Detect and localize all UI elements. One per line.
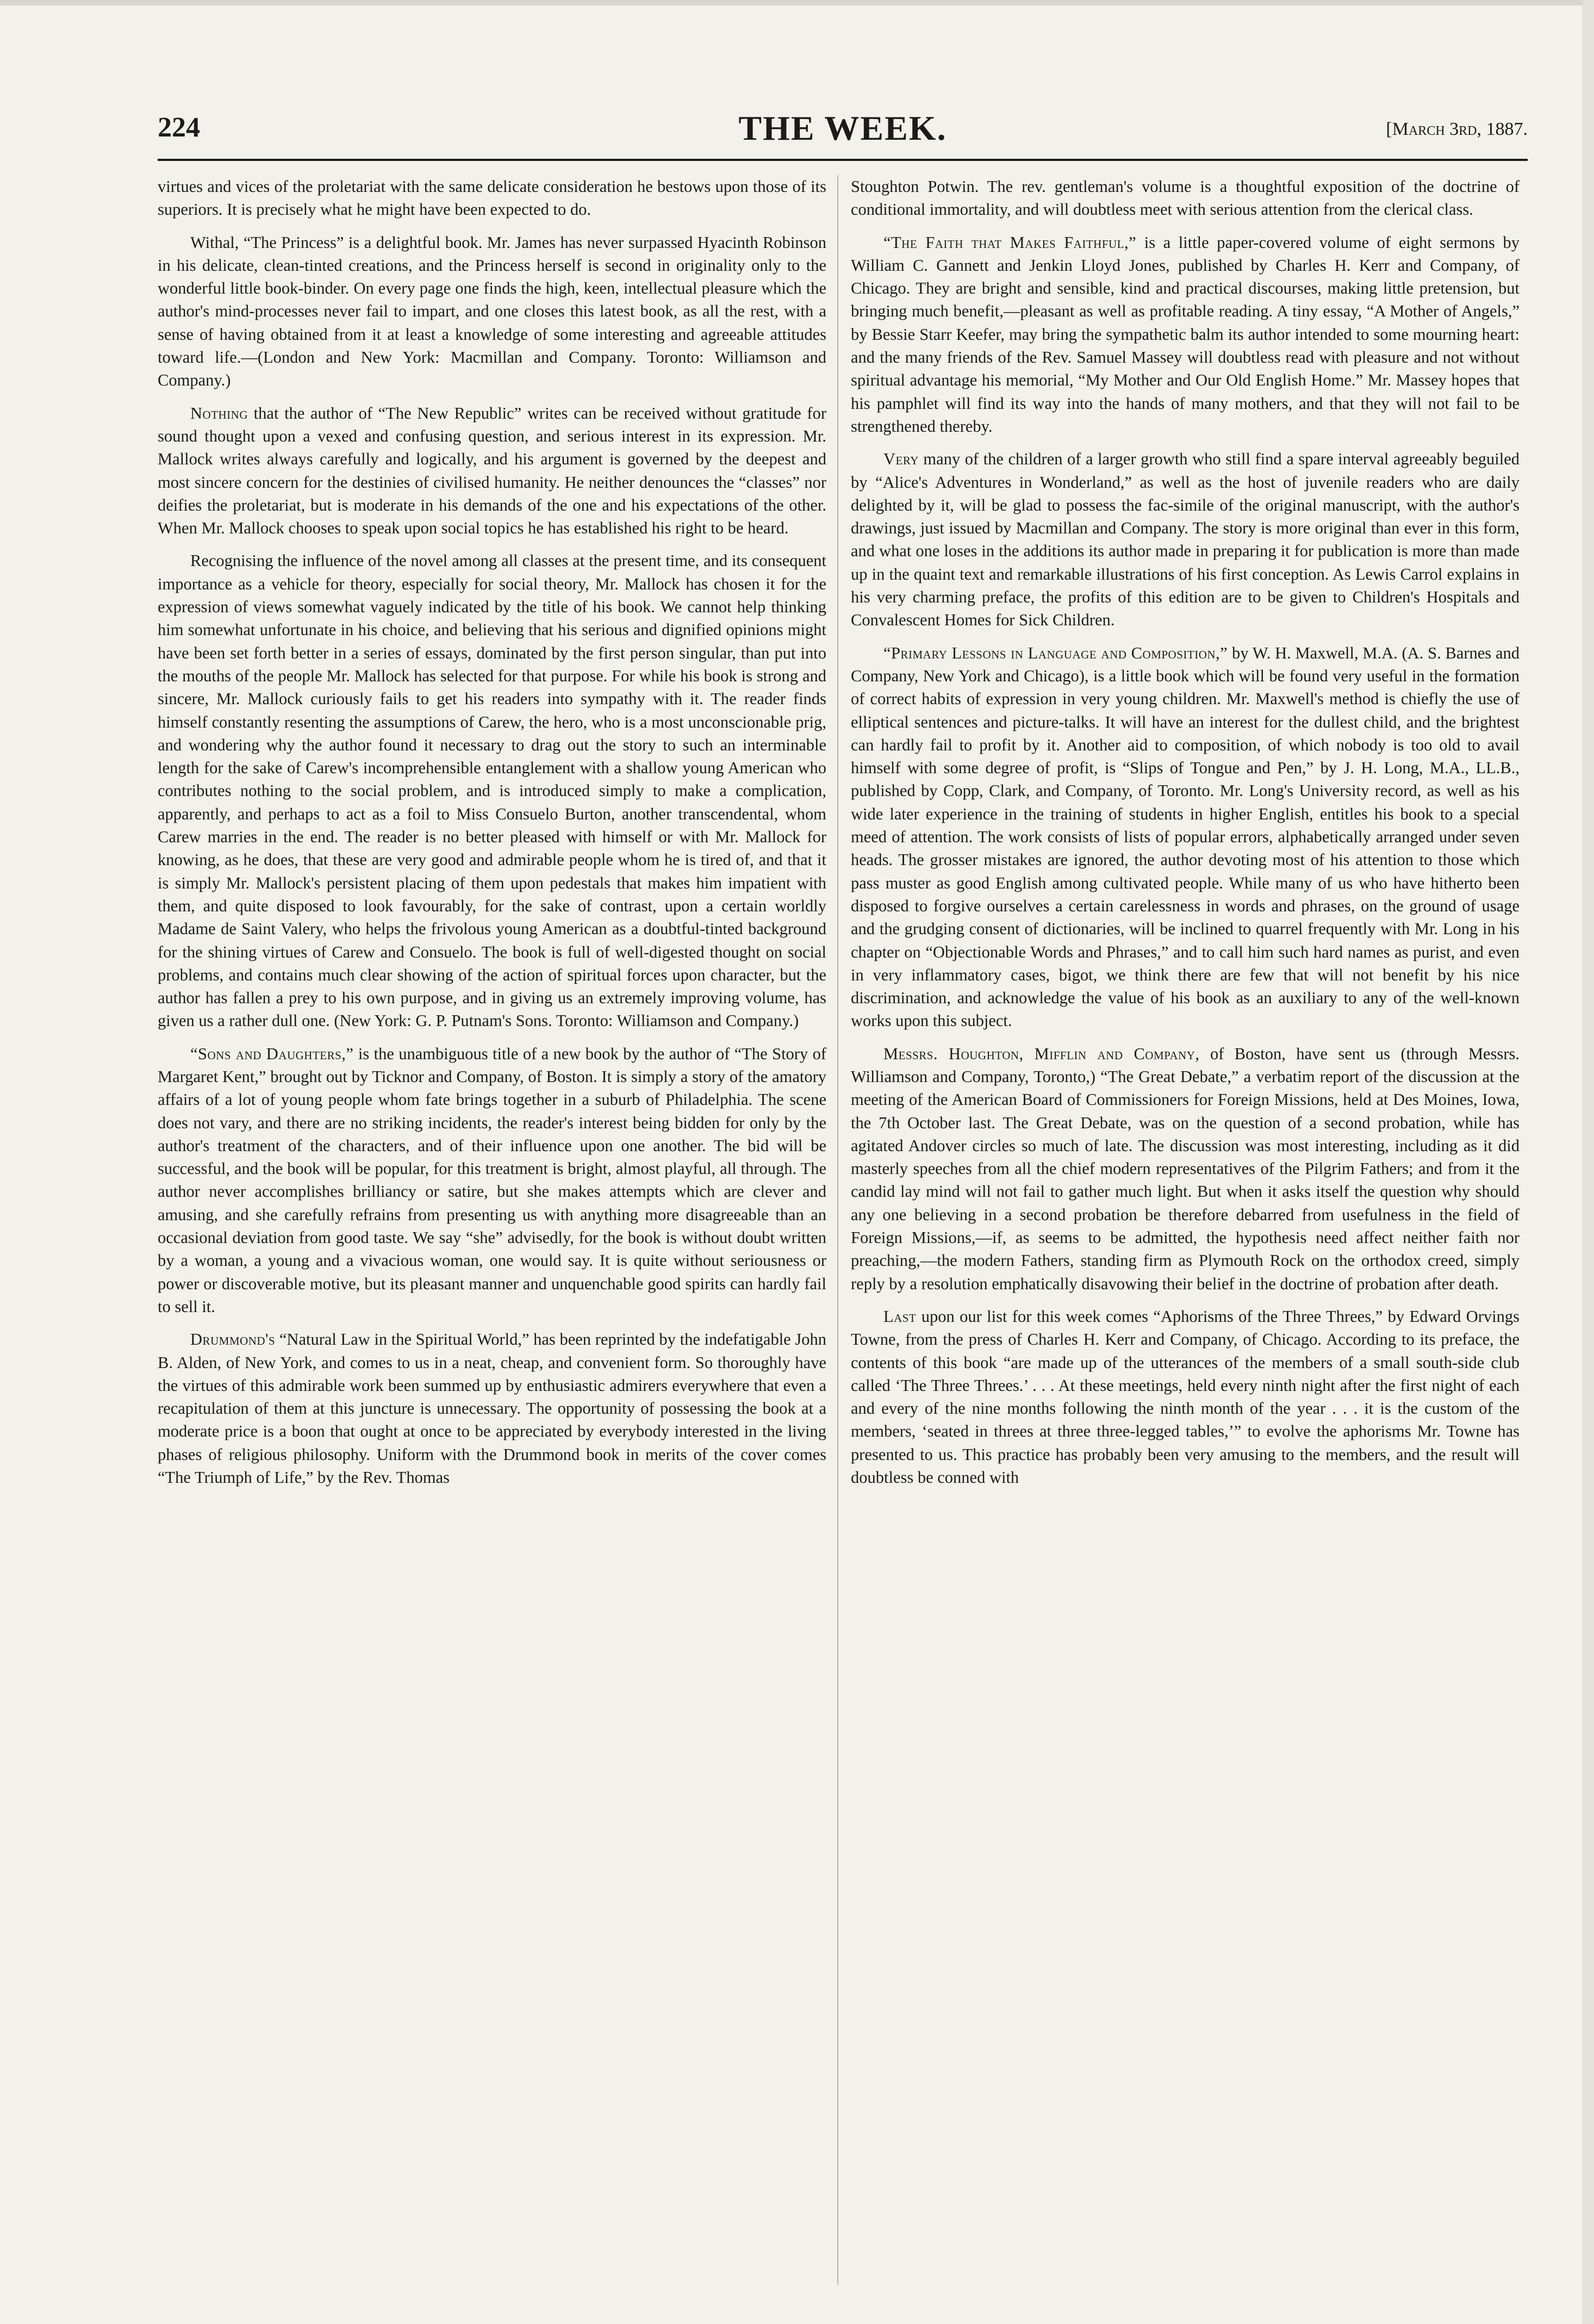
paragraph-princess-review: Withal, “The Princess” is a delightful book. Mr. James has never surpassed Hyacinth Robinson in his delicate, clean-tinted creations, and the Princess herself is second in originality only to the wonderful little book-binder. On every page one finds the high, keen, intellectual pleasure which the author's mind-processes never fail to impart, and one closes this latest book, as all the rest, with a sense of having obtained from it at least a knowledge of some interesting and agreeable attitudes toward life.—(London and New York: Macmillan and Company. Toronto: Williamson and Company.) [158, 233, 826, 390]
paragraph-text: is the unambiguous title of a new book by the author of “The Story of Margaret Kent,” brought out by Ticknor and Company, of Boston. It is simply a story of the amatory affairs of a lot of young people whom fate brings together in a suburb of Philadelphia. The scene does not vary, and there are no striking incidents, the reader's interest being bidden for only by the author's treatment of the characters, and of their influence upon one another. The bid will be successful, and the book will be popular, for this treatment is bright, almost playful, all through. The author never accomplishes brilliancy or satire, but she makes attempts which are clever and amusing, and she carefully refrains from presenting us with anything more disagreeable than an occasional deviation from good taste. We say “she” advisedly, for the book is without doubt written by a woman, a young and a vivacious woman, one would say. It is quite without seriousness or power or discoverable motive, but its pleasant manner and unquenchable good spirits can hardly fail to sell it. [158, 1044, 826, 1316]
paragraph-three-threes [851, 1305, 1520, 1489]
paragraph-text: “Natural Law in the Spiritual World,” has been reprinted by the indefatigable John B. Alden, of New York, and comes to us in a neat, cheap, and convenient form. So thoroughly have the virtues of this admirable work been summed up by enthusiastic admirers everywhere that even a recapitulation of them at this juncture is unnecessary. The opportunity of possessing the book at a moderate price is a boon that ought at once to be appreciated by everybody interested in the living phases of religious philosophy. Uniform with the Drummond book in merits of the cover comes “The Triumph of Life,” by the Rev. Thomas [158, 1330, 826, 1487]
scan-edge-top [0, 0, 1594, 5]
paragraph-mallock-intro [158, 402, 826, 540]
paragraph-text: of Boston, have sent us (through Messrs. Williamson and Company, Toronto,) “The Great Debate,” a verbatim report of the discussion at the meeting of the American Board of Commissioners for Foreign Missions, held at Des Moines, Iowa, the 7th October last. The Great Debate, was on the question of a second probation, while has agitated Andover circles so much of late. The discussion was most interesting, including as it did masterly speeches from all the chief modern representatives of the Pilgrim Fathers; and from it the candid lay mind will not fail to gather much light. But when it asks itself the question why should any one believing in a second probation be therefore debarred from usefulness in the field of Foreign Missions,—if, as seems to be admitted, the hypothesis need affect neither faith nor preaching,—the modern Fathers, standing firm as Plymouth Rock on the orthodox creed, simply reply by a resolution emphatically disavowing their belief in the doctrine of probation after death. [851, 1044, 1520, 1293]
lead-word: “The Faith that Makes Faithful,” [883, 233, 1137, 252]
right-column [851, 175, 1520, 2296]
left-column [158, 175, 826, 2296]
lead-word: Very [883, 450, 919, 469]
paragraph-primary-lessons [851, 642, 1520, 1033]
paragraph-faith-that-makes-faithful [851, 231, 1520, 438]
column-divider [837, 175, 838, 2285]
page-number: 224 [158, 112, 200, 143]
lead-word: Nothing [190, 403, 248, 422]
header-rule [158, 159, 1528, 161]
paragraph-text: by W. H. Maxwell, M.A. (A. S. Barnes and Company, New York and Chicago), is a little book which will be found very useful in the formation of correct habits of expression in very young children. Mr. Maxwell's method is chiefly the use of elliptical sentences and picture-talks. It will have an interest for the dullest child, and the brightest can hardly fail to profit by it. Another aid to composition, of which nobody is too old to avail himself with some degree of profit, is “Slips of Tongue and Pen,” by J. H. Long, M.A., LL.B., published by Copp, Clark, and Company, of Toronto. Mr. Long's University record, as well as his wide later experience in the training of students in higher English, entitles his book to a special meed of attention. The work consists of lists of popular errors, alphabetically arranged under seven heads. The grosser mistakes are ignored, the author devoting most of his attention to those which pass muster as good English among cultivated people. While many of us who have hitherto been disposed to forgive ourselves a certain carelessness in words and phrases, on the ground of usage and the grudging consent of dictionaries, will be inclined to quarrel frequently with Mr. Long in his chapter on “Objectionable Words and Phrases,” and to call him such hard names as purist, and even in very inflammatory cases, bigot, we think there are few that will not benefit by his nice discrimination, and acknowledge the value of his book as an auxiliary to any of the well-known works upon this subject. [851, 643, 1520, 1030]
paragraph-text: that the author of “The New Republic” writes can be received without gratitude for sound thought upon a vexed and confusing question, and serious interest in its expression. Mr. Mallock writes always carefully and logically, and his argument is governed by the deepest and most sincere concern for the destinies of civilised humanity. He neither denounces the “classes” nor deifies the proletariat, but is moderate in his demands of the one and his expectations of the other. When Mr. Mallock chooses to speak upon social topics he has established his right to be heard. [158, 403, 826, 538]
paragraph-alice-facsimile [851, 448, 1520, 631]
lead-word: Last [883, 1307, 917, 1326]
paragraph-sons-and-daughters [158, 1042, 826, 1319]
paragraph-potwin-continued: Stoughton Potwin. The rev. gentleman's volume is a thoughtful exposition of the doctrine of conditional immortality, and will doubtless meet with serious attention from the clerical class. [851, 177, 1520, 219]
paragraph-text: many of the children of a larger growth who still find a spare interval agreeably beguiled by “Alice's Adventures in Wonderland,” as well as the host of juvenile readers who are daily delighted by it, will be glad to possess the fac-simile of the original manuscript, with the author's drawings, just issued by Macmillan and Company. The story is more original than ever in this form, and what one loses in the additions its author made in preparing it for publication is more than made up in the quaint text and remarkable illustrations of his first conception. As Lewis Carrol explains in his very charming preface, the profits of this edition are to be given to Children's Hospitals and Convalescent Homes for Sick Children. [851, 450, 1520, 630]
lead-word: “Sons and Daughters,” [190, 1044, 354, 1063]
paragraph-text: is a little paper-covered volume of eight sermons by William C. Gannett and Jenkin Lloyd Jones, published by Charles H. Kerr and Company, of Chicago. They are bright and sensible, kind and practical discourses, making little pretension, but bringing much benefit,—pleasant as well as profitable reading. A tiny essay, “A Mother of Angels,” by Bessie Starr Keefer, may bring the sympathetic balm its author intended to some mourning heart: and the many friends of the Rev. Samuel Massey will doubtless read with pleasure and not without spiritual advantage his memorial, “My Mother and Our Old English Home.” Mr. Massey hopes that his pamphlet will find its way into the hands of many mothers, and that they will not fail to be strengthened thereby. [851, 233, 1520, 436]
masthead-title: THE WEEK. [738, 109, 947, 147]
paragraph-princess-continued: virtues and vices of the proletariat with the same delicate consideration he bestows upon those of its superiors. It is precisely what he might have been expected to do. [158, 177, 826, 219]
lead-word: Messrs. Houghton, Mifflin and Company, [883, 1044, 1200, 1063]
paragraph-text: upon our list for this week comes “Aphorisms of the Three Threes,” by Edward Orvings Towne, from the press of Charles H. Kerr and Company, of Chicago. According to its preface, the contents of this book “are made up of the utterances of the members of a small south-side club called ‘The Three Threes.’ . . . At these meetings, held every ninth night after the first night of each and every of the nine months following the ninth month of the year . . . it is the custom of the members, ‘seated in threes at three three-legged tables,’” to evolve the aphorisms Mr. Towne has presented to us. This practice has probably been very amusing to the members, and the result will doubtless be conned with [851, 1307, 1520, 1487]
paragraph-great-debate [851, 1042, 1520, 1295]
lead-word: Drummond's [190, 1330, 276, 1349]
scan-edge-right [1582, 0, 1594, 2324]
page-header [158, 111, 1528, 155]
paragraph-drummond [158, 1328, 826, 1489]
lead-word: “Primary Lessons in Language and Composition,” [883, 643, 1228, 662]
paragraph-mallock-review: Recognising the influence of the novel among all classes at the present time, and its consequent importance as a vehicle for theory, especially for social theory, Mr. Mallock has chosen it for the expression of views somewhat vaguely indicated by the title of his book. We cannot help thinking him somewhat unfortunate in his choice, and believing that his serious and dignified opinions might have been set forth better in a series of essays, dominated by the first person singular, than put into the mouths of the people Mr. Mallock has selected for that purpose. For while his book is strong and sincere, Mr. Mallock curiously fails to get his readers into sympathy with it. The reader finds himself constantly resenting the assumptions of Carew, the hero, who is a most unconscionable prig, and wondering why the author found it necessary to drag out the story to such an interminable length for the sake of Carew's incomprehensible entanglement with a shallow young American who contributes nothing to the social problem, and is introduced simply to make a complication, apparently, and perhaps to act as a foil to Miss Consuelo Burton, another transcendental, whom Carew marries in the end. The reader is no better pleased with himself or with Mr. Mallock for knowing, as he does, that these are very good and admirable people whom he is tired of, and that it is simply Mr. Mallock's persistent placing of them upon pedestals that makes him impatient with them, and quite disposed to look favourably, for the sake of contrast, upon a certain worldly Madame de Saint Valery, who helps the frivolous young American as a doubtful-tinted background for the shining virtues of Carew and Consuelo. The book is full of well-digested thought on social problems, and contains much clear showing of the action of spiritual forces upon character, but the author has fallen a prey to his own purpose, and in giving us an extremely improving volume, has given us a rather dull one. (New York: G. P. Putnam's Sons. Toronto: Williamson and Company.) [158, 551, 826, 1030]
issue-date: [March 3rd, 1887. [1386, 119, 1528, 139]
